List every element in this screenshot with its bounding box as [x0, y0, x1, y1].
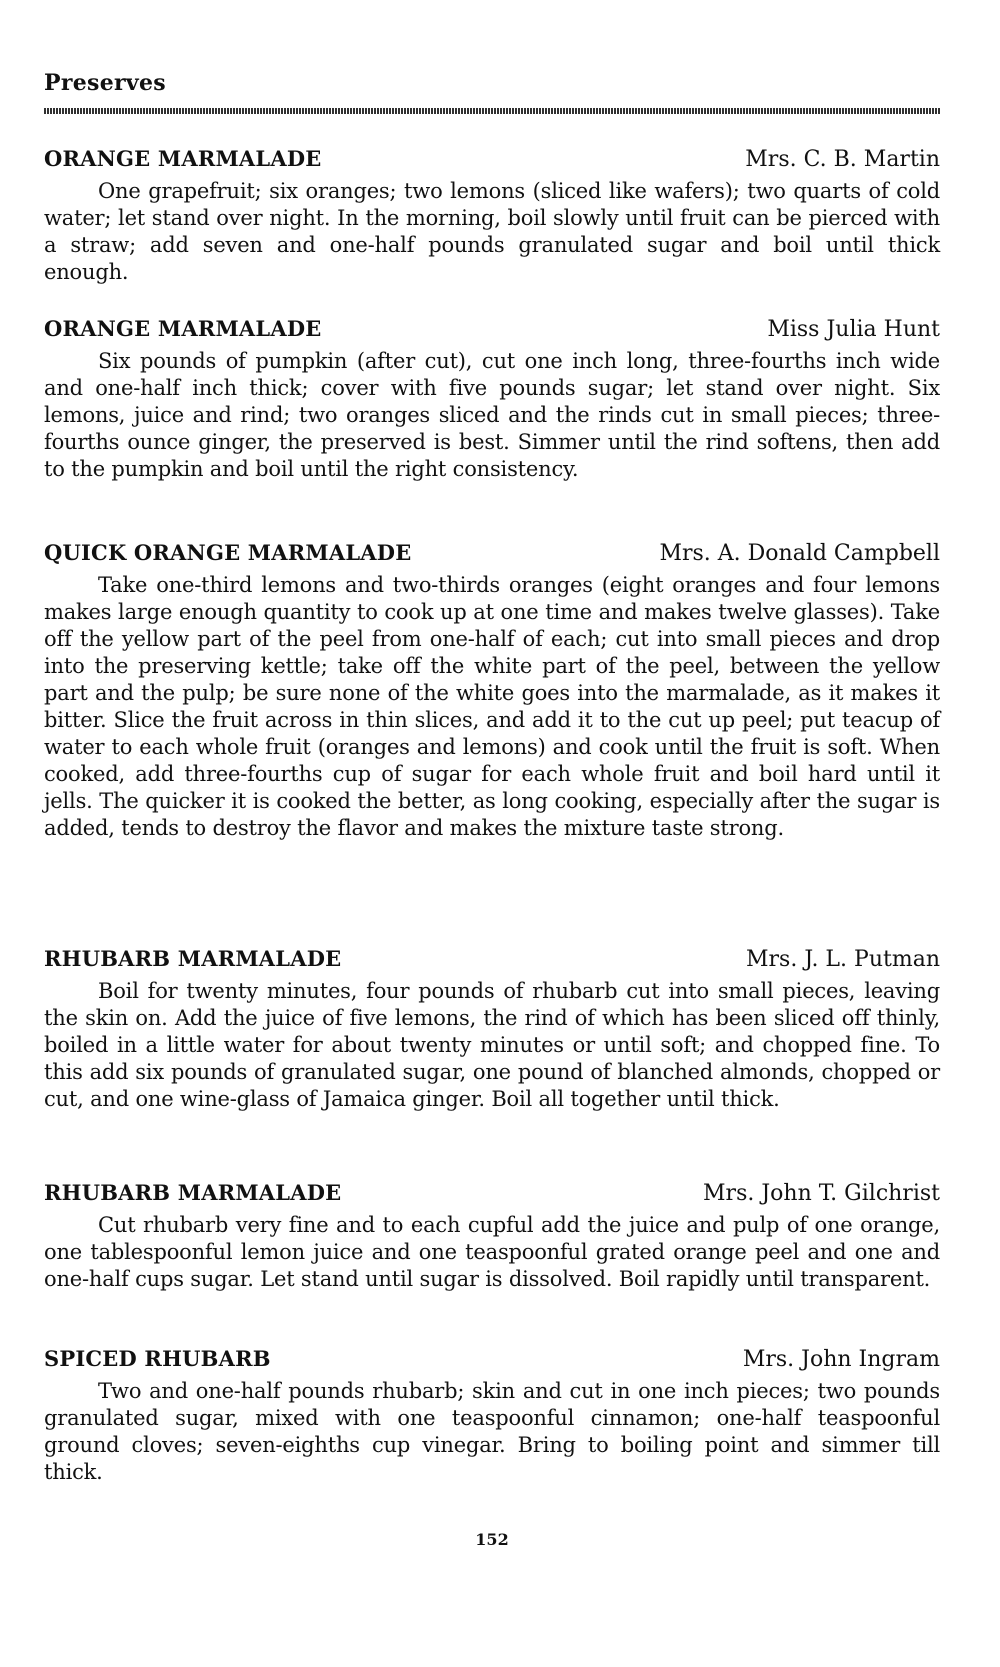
recipe-title: ORANGE MARMALADE	[44, 146, 322, 171]
recipe-author: Mrs. J. L. Putman	[746, 947, 940, 972]
section-title: Preserves	[44, 70, 166, 96]
recipe-header	[44, 1180, 940, 1210]
recipe-header	[44, 946, 940, 976]
section-divider	[44, 108, 940, 114]
recipe-instructions: Boil for twenty minutes, four pounds of rhubarb cut into small pieces, leaving the skin on. Add the juice of five lemons, the rind of which has been sliced off thinly, boiled in a little water for about twenty minutes or until soft; and chopped fine. To this add six pounds of granulated sugar, one pound of blanched almonds, chopped or cut, and one wine-glass of Jamaica ginger. Boil all together until thick.	[44, 979, 940, 1111]
recipe-orange-marmalade-martin	[44, 146, 940, 286]
recipe-header	[44, 540, 940, 570]
recipe-title: QUICK ORANGE MARMALADE	[44, 540, 412, 565]
recipe-author: Mrs. C. B. Martin	[745, 147, 940, 172]
recipe-instructions: Two and one-half pounds rhubarb; skin and cut in one inch pieces; two pounds granulated sugar, mixed with one teaspoonful cinnamon; one-half teaspoonful ground cloves; seven-eighths cup vinegar. Bring to boiling point and simmer till thick.	[44, 1379, 940, 1484]
recipe-quick-orange-marmalade	[44, 540, 940, 842]
recipe-rhubarb-marmalade-putman	[44, 946, 940, 1113]
recipe-author: Miss Julia Hunt	[767, 317, 940, 342]
recipe-instructions: Six pounds of pumpkin (after cut), cut one inch long, three-fourths inch wide and one-half inch thick; cover with five pounds sugar; let stand over night. Six lemons, juice and rind; two oranges sliced and the rinds cut in small pieces; three-fourths ounce ginger, the preserved is best. Simmer until the rind softens, then add to the pumpkin and boil until the right consistency.	[44, 349, 940, 481]
recipe-orange-marmalade-hunt	[44, 316, 940, 483]
recipe-header	[44, 316, 940, 346]
recipe-author: Mrs. John T. Gilchrist	[703, 1181, 940, 1206]
recipe-instructions: Cut rhubarb very fine and to each cupful add the juice and pulp of one orange, one tablespoonful lemon juice and one teaspoonful grated orange peel and one and one-half cups sugar. Let stand until sugar is dissolved. Boil rapidly until transparent.	[44, 1213, 940, 1291]
recipe-header	[44, 1346, 940, 1376]
recipe-instructions: Take one-third lemons and two-thirds oranges (eight oranges and four lemons makes large enough quantity to cook up at one time and makes twelve glasses). Take off the yellow part of the peel from one-half of each; cut into small pieces and drop into the preserving kettle; take off the white part of the peel, between the yellow part and the pulp; be sure none of the white goes into the marmalade, as it makes it bitter. Slice the fruit across in thin slices, and add it to the cut up peel; put teacup of water to each whole fruit (oranges and lemons) and cook until the fruit is soft. When cooked, add three-fourths cup of sugar for each whole fruit and boil hard until it jells. The quicker it is cooked the better, as long cooking, especially after the sugar is added, tends to destroy the flavor and makes the mixture taste strong.	[44, 573, 940, 840]
page-number: 152	[475, 1530, 509, 1549]
recipe-title: RHUBARB MARMALADE	[44, 946, 342, 971]
recipe-header	[44, 146, 940, 176]
recipe-spiced-rhubarb	[44, 1346, 940, 1486]
recipe-rhubarb-marmalade-gilchrist	[44, 1180, 940, 1293]
recipe-instructions: One grapefruit; six oranges; two lemons (sliced like wafers); two quarts of cold water; let stand over night. In the morning, boil slowly until fruit can be pierced with a straw; add seven and one-half pounds granulated sugar and boil until thick enough.	[44, 179, 940, 284]
recipe-title: ORANGE MARMALADE	[44, 316, 322, 341]
recipe-title: RHUBARB MARMALADE	[44, 1180, 342, 1205]
recipe-title: SPICED RHUBARB	[44, 1346, 271, 1371]
recipe-author: Mrs. A. Donald Campbell	[659, 541, 940, 566]
cookbook-page	[44, 0, 940, 1667]
recipe-author: Mrs. John Ingram	[742, 1347, 940, 1372]
